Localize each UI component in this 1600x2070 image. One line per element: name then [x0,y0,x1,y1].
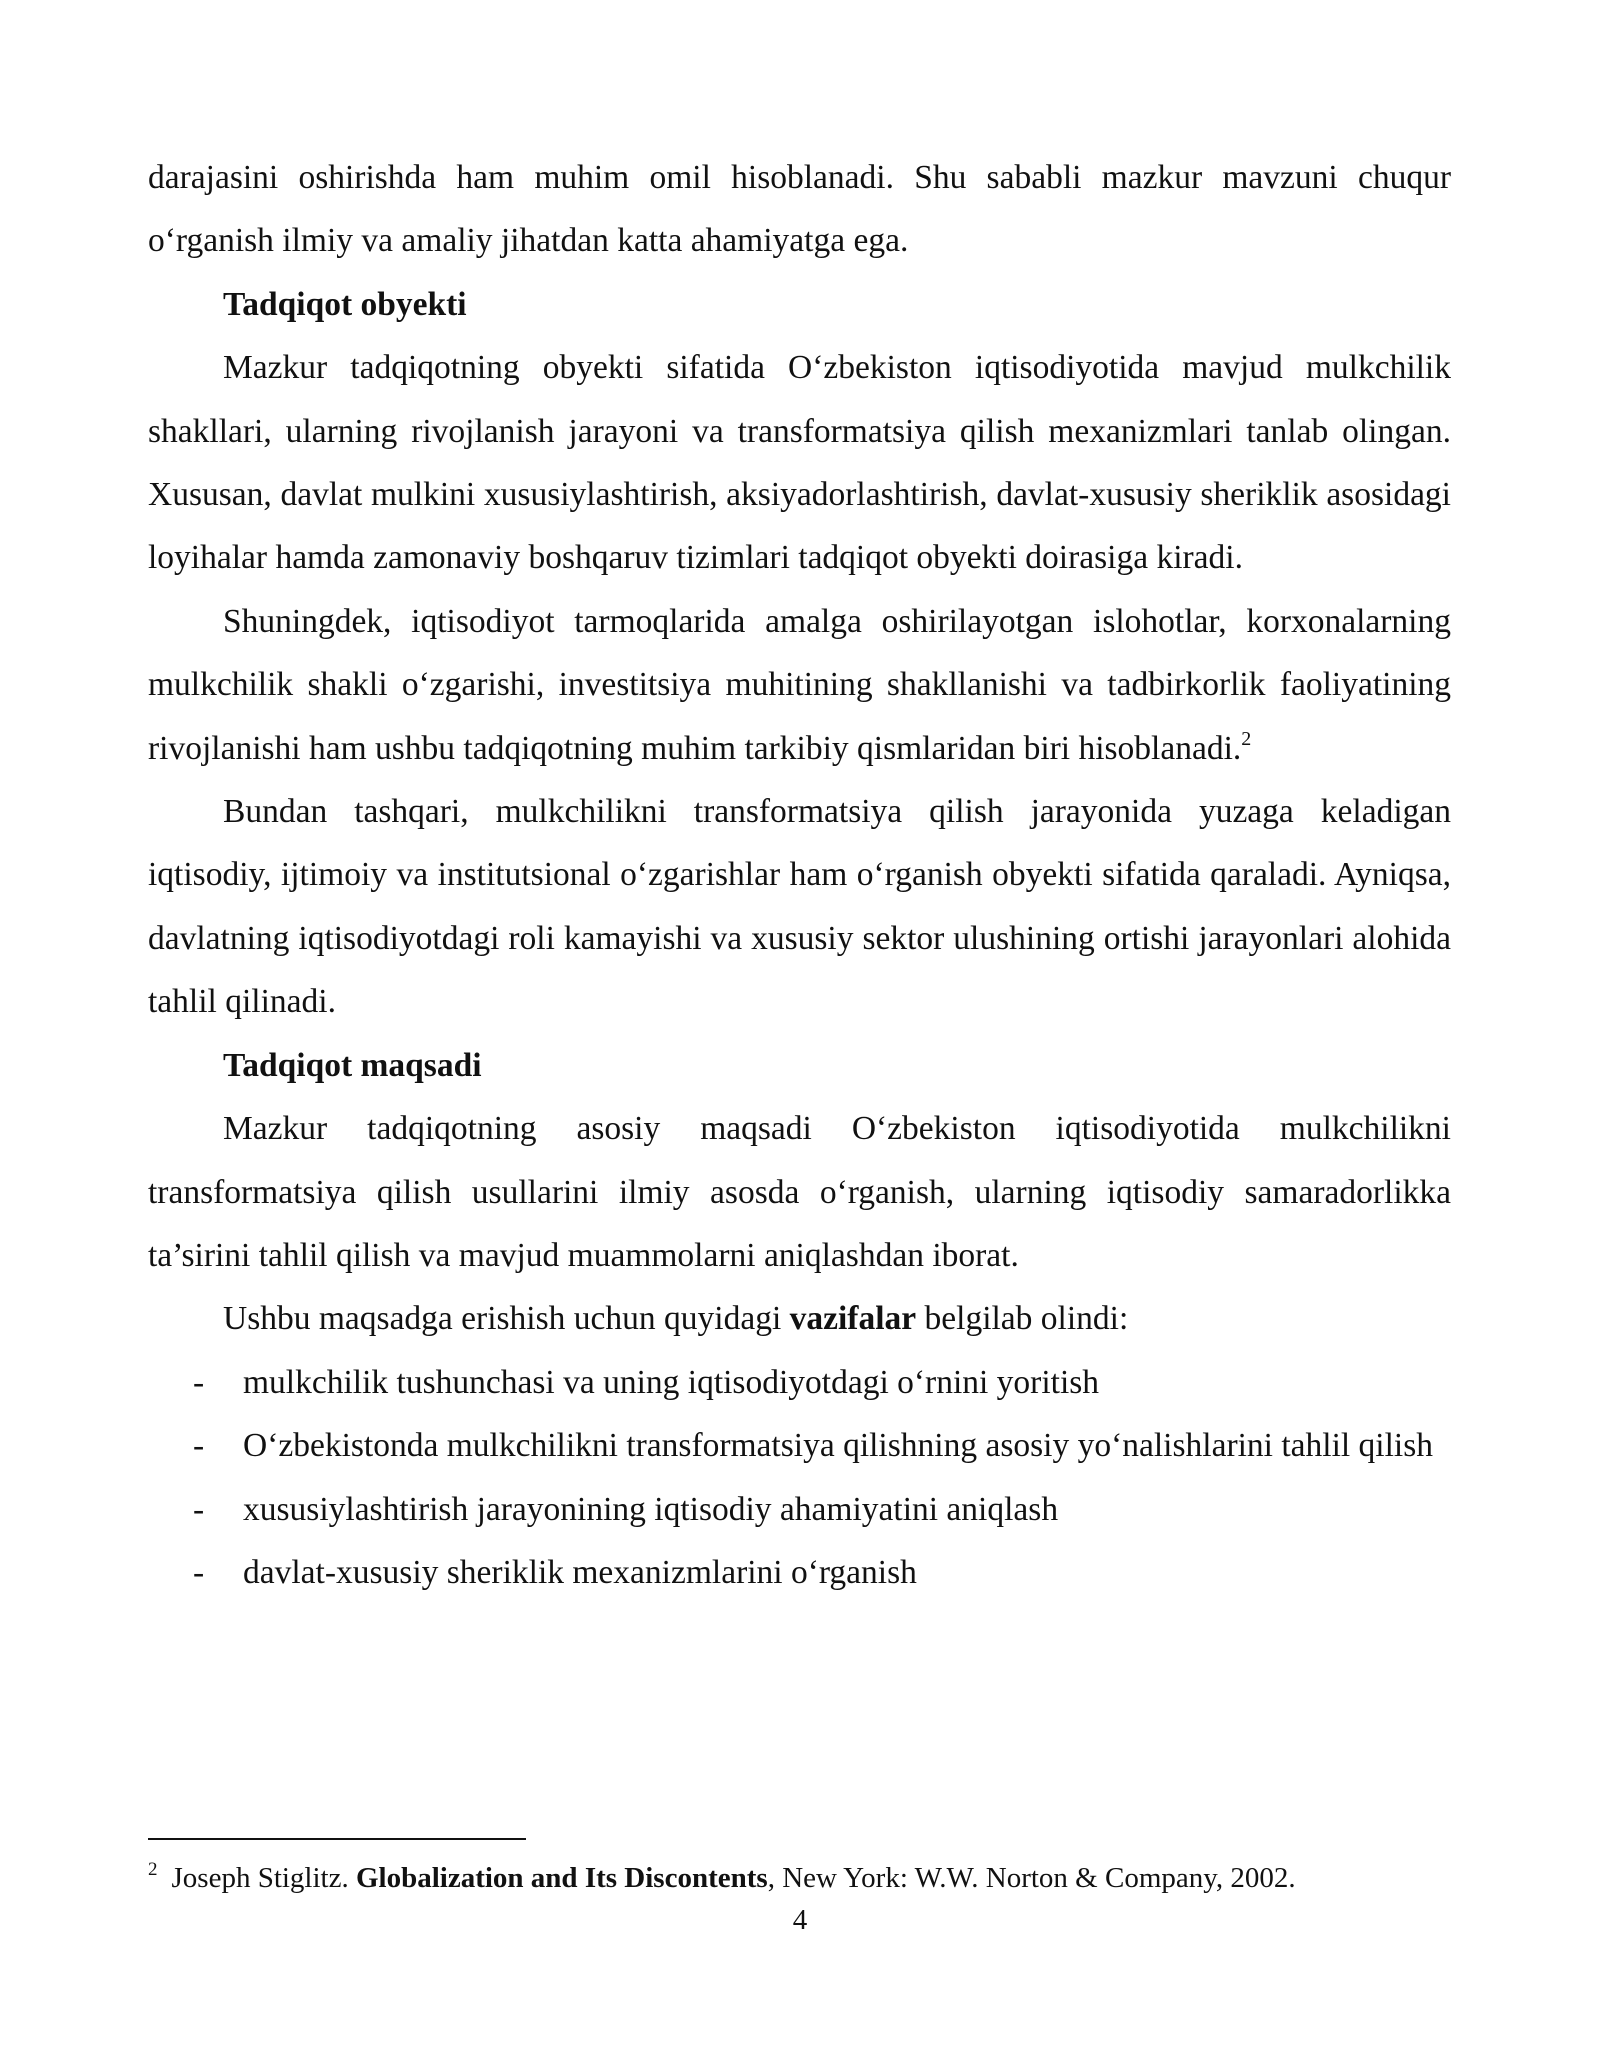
list-item [148,1541,1451,1604]
list-dash: - [193,1553,205,1591]
paragraph-object-3: Bundan tashqari, mulkchilikni transformatsiya qilish jarayonida yuzaga keladigan iqtisodiy, ijtimoiy va institutsional o‘zgarishlar ham o‘rganish obyekti sifatida qaraladi. Ayniqsa, davlatning iqtisodiyotdagi roli kamayishi va xususiy sektor ulushining ortishi jarayonlari alohida tahlil qilinadi. [148,793,1451,1021]
footnote-author: Joseph Stiglitz. [171,1862,349,1894]
paragraph-tasks-intro [148,1287,1451,1350]
list-item-text: xususiylashtirish jarayonining iqtisodiy ahamiyatini aniqlash [243,1490,1059,1528]
paragraph-intro-end: darajasini oshirishda ham muhim omil hisoblanadi. Shu sababli mazkur mavzuni chuqur o‘rganish ilmiy va amaliy jihatdan katta ahamiyatga ega. [148,159,1451,260]
footnote-separator [148,1838,526,1840]
heading-research-object: Tadqiqot obyekti [223,285,467,323]
list-item-text: mulkchilik tushunchasi va uning iqtisodiyotdagi o‘rnini yoritish [243,1363,1100,1401]
list-item-text: davlat-xususiy sheriklik mexanizmlarini o‘rganish [243,1553,917,1591]
paragraph-object-1: Mazkur tadqiqotning obyekti sifatida O‘zbekiston iqtisodiyotida mavjud mulkchilik shakllari, ularning rivojlanish jarayoni va transformatsiya qilish mexanizmlari tanlab olingan. Xususan, davlat mulkini xususiylashtirish, aksiyadorlashtirish, davlat-xususiy sheriklik asosidagi loyihalar hamda zamonaviy boshqaruv tizimlari tadqiqot obyekti doirasiga kiradi. [148,349,1451,577]
paragraph-goal: Mazkur tadqiqotning asosiy maqsadi O‘zbekiston iqtisodiyotida mulkchilikni transformatsiya qilish usullarini ilmiy asosda o‘rganish, ularning iqtisodiy samaradorlikka ta’sirini tahlil qilish va mavjud muammolarni aniqlashdan iborat. [148,1110,1451,1274]
list-item-text: O‘zbekistonda mulkchilikni transformatsiya qilishning asosiy yo‘nalishlarini tahlil qilish [243,1427,1434,1465]
page-content [148,146,1451,1604]
list-item [148,1414,1451,1477]
footnote-title: Globalization and Its Discontents [355,1862,768,1894]
footnote-reference[interactable]: 2 [1241,727,1252,750]
footnote [148,1858,1451,1898]
heading-research-goal: Tadqiqot maqsadi [223,1046,482,1084]
list-item [148,1478,1451,1541]
tasks-keyword: vazifalar [789,1300,917,1338]
page-number: 4 [792,1904,808,1936]
paragraph-object-2-text: Shuningdek, iqtisodiyot tarmoqlarida amalga oshirilayotgan islohotlar, korxonalarning mulkchilik shakli o‘zgarishi, investitsiya muhitining shakllanishi va tadbirkorlik faoliyatining rivojlanishi ham ushbu tadqiqotning muhim tarkibiy qismlaridan biri hisoblanadi. [148,602,1451,767]
footnote-publication: , New York: W.W. Norton & Company, 2002. [767,1862,1296,1894]
list-dash: - [193,1363,205,1401]
list-dash: - [193,1490,205,1528]
tasks-list [148,1351,1451,1605]
list-item [148,1351,1451,1414]
footnote-number: 2 [148,1859,158,1880]
list-dash: - [193,1427,205,1465]
tasks-intro-text: Ushbu maqsadga erishish uchun quyidagi [223,1300,782,1338]
paragraph-object-2 [148,590,1451,780]
tasks-intro-tail: belgilab olindi: [924,1300,1129,1338]
